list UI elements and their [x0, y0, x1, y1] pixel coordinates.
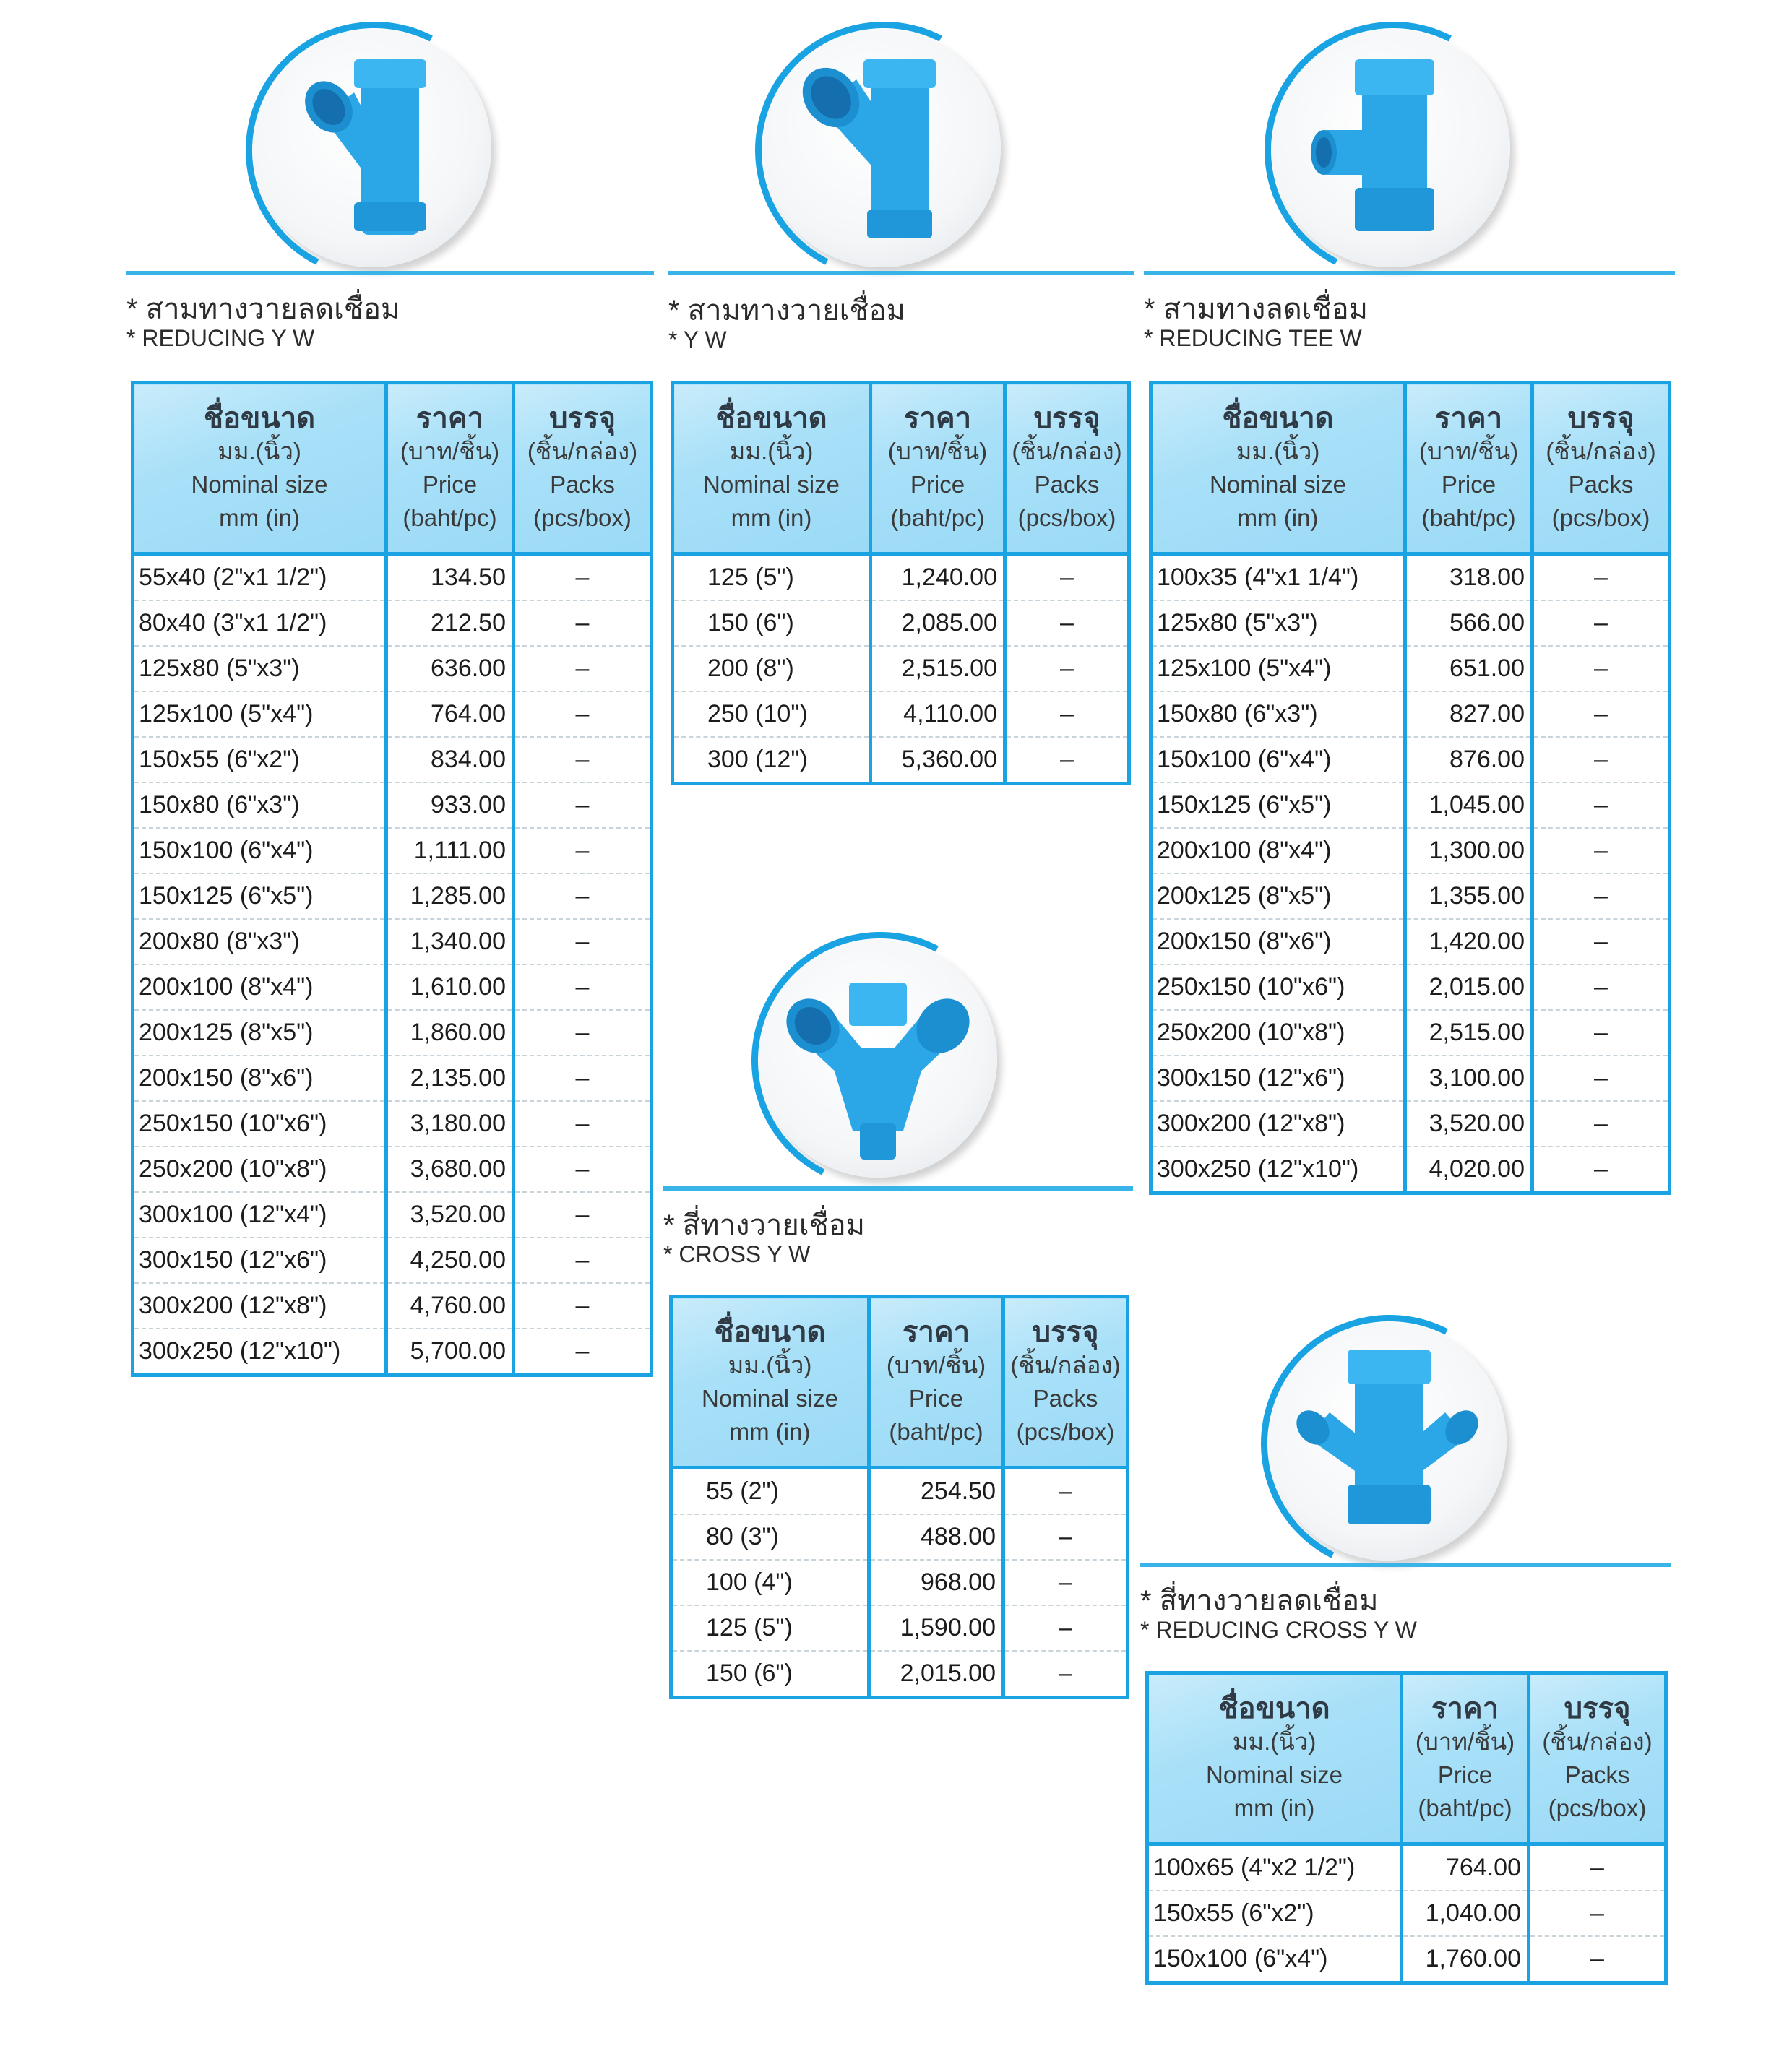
section-divider [663, 1186, 1133, 1191]
price-cell: 1,760.00 [1402, 1936, 1529, 1983]
size-cell: 125x100 (5"x4") [133, 691, 387, 737]
price-cell: 1,240.00 [871, 554, 1005, 601]
pack-cell: – [514, 646, 652, 691]
pack-cell: – [1533, 600, 1670, 646]
pack-cell: – [1004, 1651, 1128, 1698]
pack-cell: – [514, 964, 652, 1010]
table-row [671, 1468, 1128, 1515]
size-cell: 300x100 (12"x4") [133, 1192, 387, 1238]
table-row [671, 1560, 1128, 1605]
price-cell: 3,100.00 [1405, 1056, 1533, 1101]
price-cell: 4,760.00 [387, 1283, 514, 1329]
pack-cell: – [1533, 554, 1670, 601]
header-price: ราคา (บาท/ชิ้น) Price (baht/pc) [1402, 1673, 1529, 1844]
table-row [673, 554, 1129, 601]
product-title-en: * REDUCING TEE W [1144, 325, 1362, 351]
pack-cell: – [1533, 1056, 1670, 1101]
table-row [133, 873, 652, 919]
table-row [1147, 1844, 1666, 1891]
size-cell: 150x100 (6"x4") [133, 828, 387, 873]
table-row [1151, 828, 1670, 873]
size-cell: 250 (10") [673, 691, 871, 737]
price-cell: 4,110.00 [871, 691, 1005, 737]
table-row [1147, 1936, 1666, 1983]
price-cell: 834.00 [387, 737, 514, 782]
header-pack: บรรจุ (ชิ้น/กล่อง) Packs (pcs/box) [514, 383, 652, 554]
header-price: ราคา (บาท/ชิ้น) Price (baht/pc) [871, 383, 1005, 554]
table-row [1151, 1056, 1670, 1101]
reducing-tee-fitting-photo [1272, 29, 1510, 267]
size-cell: 125x80 (5"x3") [133, 646, 387, 691]
size-cell: 125 (5") [671, 1605, 869, 1651]
size-cell: 300x250 (12"x10") [1157, 1155, 1359, 1183]
size-cell: 250x200 (10"x8") [133, 1147, 387, 1192]
table-row [1151, 873, 1670, 919]
pack-cell: – [514, 1101, 652, 1147]
pack-cell: – [1005, 737, 1129, 784]
price-cell: 1,340.00 [387, 919, 514, 964]
price-cell: 2,135.00 [387, 1056, 514, 1101]
pack-cell: – [514, 919, 652, 964]
size-cell: 150x125 (6"x5") [133, 873, 387, 919]
table-row [1151, 1101, 1670, 1147]
price-cell: 212.50 [387, 600, 514, 646]
price-cell: 5,700.00 [387, 1329, 514, 1376]
table-row [133, 554, 652, 601]
header-size: ชื่อขนาด มม.(นิ้ว) Nominal size mm (in) [671, 1297, 869, 1468]
section-divider [1144, 271, 1675, 275]
size-cell: 200x150 (8"x6") [133, 1056, 387, 1101]
price-cell: 2,515.00 [871, 646, 1005, 691]
size-cell: 100x35 (4"x1 1/4") [1151, 554, 1405, 601]
price-cell: 5,360.00 [871, 737, 1005, 784]
size-cell: 200x100 (8"x4") [1151, 828, 1405, 873]
product-title-en: * REDUCING CROSS Y W [1140, 1617, 1417, 1643]
size-cell: 200x150 (8"x6") [1151, 919, 1405, 964]
price-cell: 488.00 [869, 1514, 1004, 1560]
pack-cell: – [514, 1056, 652, 1101]
table-row [671, 1514, 1128, 1560]
price-cell: 764.00 [1402, 1844, 1529, 1891]
table-row [1151, 737, 1670, 782]
price-cell: 254.50 [869, 1468, 1004, 1515]
pack-cell: – [514, 1010, 652, 1056]
pack-cell: – [1533, 919, 1670, 964]
price-cell: 651.00 [1405, 646, 1533, 691]
pack-cell: – [514, 600, 652, 646]
pack-cell: – [1533, 737, 1670, 782]
product-title-th: * สามทางวายลดเชื่อม [126, 293, 400, 325]
size-cell: 80x40 (3"x1 1/2") [133, 600, 387, 646]
price-cell: 636.00 [387, 646, 514, 691]
table-row [133, 691, 652, 737]
table-row [133, 1147, 652, 1192]
price-cell: 764.00 [387, 691, 514, 737]
header-price: ราคา (บาท/ชิ้น) Price (baht/pc) [1405, 383, 1533, 554]
size-cell: 200 (8") [673, 646, 871, 691]
product-title-en: * REDUCING Y W [126, 325, 315, 351]
table-row [1151, 1010, 1670, 1056]
size-cell: 300x200 (12"x8") [1151, 1101, 1405, 1147]
product-title-th: * สามทางลดเชื่อม [1144, 293, 1368, 325]
table-row [133, 782, 652, 828]
price-cell: 1,590.00 [869, 1605, 1004, 1651]
size-cell: 250x200 (10"x8") [1151, 1010, 1405, 1056]
section-divider [1140, 1563, 1671, 1567]
table-row [133, 1329, 652, 1376]
pack-cell: – [1005, 554, 1129, 601]
y-fitting-photo [762, 29, 1001, 267]
pack-cell: – [1005, 600, 1129, 646]
size-cell: 300x250 (12"x10") [139, 1337, 341, 1365]
table-row [673, 691, 1129, 737]
pack-cell: – [1533, 1101, 1670, 1147]
price-cell: 1,111.00 [387, 828, 514, 873]
table-row [1151, 964, 1670, 1010]
table-row [133, 919, 652, 964]
section-divider [668, 271, 1134, 275]
header-price: ราคา (บาท/ชิ้น) Price (baht/pc) [387, 383, 514, 554]
size-cell: 200x125 (8"x5") [1151, 873, 1405, 919]
price-table-y [671, 381, 1131, 785]
size-cell: 55x40 (2"x1 1/2") [133, 554, 387, 601]
table-row [1151, 600, 1670, 646]
product-title-th: * สี่ทางวายลดเชื่อม [1140, 1585, 1379, 1617]
price-cell: 4,020.00 [1405, 1147, 1533, 1193]
size-cell: 150x125 (6"x5") [1151, 782, 1405, 828]
pack-cell: – [514, 873, 652, 919]
size-cell: 250x150 (10"x6") [133, 1101, 387, 1147]
price-cell: 1,045.00 [1405, 782, 1533, 828]
pack-cell: – [1529, 1936, 1666, 1983]
size-cell: 150x55 (6"x2") [133, 737, 387, 782]
size-cell: 150x55 (6"x2") [1147, 1891, 1402, 1936]
price-cell: 3,520.00 [1405, 1101, 1533, 1147]
reducing-cross-y-fitting-photo [1268, 1322, 1507, 1561]
header-size: ชื่อขนาด มม.(นิ้ว) Nominal size mm (in) [1151, 383, 1405, 554]
price-cell: 933.00 [387, 782, 514, 828]
table-row [133, 600, 652, 646]
pack-cell: – [514, 554, 652, 601]
size-cell: 55 (2") [671, 1468, 869, 1515]
pack-cell: – [1533, 1010, 1670, 1056]
price-cell: 827.00 [1405, 691, 1533, 737]
size-cell: 300x200 (12"x8") [133, 1283, 387, 1329]
size-cell: 150x80 (6"x3") [1151, 691, 1405, 737]
pack-cell: – [514, 1147, 652, 1192]
table-row [1151, 1147, 1670, 1193]
price-cell: 3,680.00 [387, 1147, 514, 1192]
table-row [1151, 782, 1670, 828]
price-cell: 1,610.00 [387, 964, 514, 1010]
header-size: ชื่อขนาด มม.(นิ้ว) Nominal size mm (in) [1147, 1673, 1402, 1844]
price-cell: 566.00 [1405, 600, 1533, 646]
table-row [133, 1283, 652, 1329]
price-cell: 968.00 [869, 1560, 1004, 1605]
size-cell: 250x150 (10"x6") [1151, 964, 1405, 1010]
table-row [133, 1010, 652, 1056]
price-table-reducing-y [131, 381, 653, 1377]
size-cell: 200x100 (8"x4") [133, 964, 387, 1010]
table-row [1151, 554, 1670, 601]
size-cell: 150 (6") [706, 1659, 793, 1687]
pack-cell: – [1533, 1147, 1670, 1193]
price-cell: 1,420.00 [1405, 919, 1533, 964]
header-price: ราคา (บาท/ชิ้น) Price (baht/pc) [869, 1297, 1004, 1468]
price-cell: 1,860.00 [387, 1010, 514, 1056]
pack-cell: – [1533, 873, 1670, 919]
reducing-y-fitting-photo [253, 29, 491, 267]
price-table-cross-y [669, 1295, 1129, 1699]
table-row [1151, 646, 1670, 691]
cross-y-fitting-photo [759, 939, 997, 1178]
table-row [671, 1605, 1128, 1651]
price-cell: 2,515.00 [1405, 1010, 1533, 1056]
pack-cell: – [514, 1283, 652, 1329]
price-cell: 318.00 [1405, 554, 1533, 601]
price-cell: 2,015.00 [1405, 964, 1533, 1010]
table-row [673, 737, 1129, 784]
product-title-en: * CROSS Y W [663, 1241, 811, 1267]
pack-cell: – [514, 782, 652, 828]
table-row [1147, 1891, 1666, 1936]
size-cell: 125 (5") [673, 554, 871, 601]
pack-cell: – [1004, 1605, 1128, 1651]
pack-cell: – [514, 737, 652, 782]
table-row [133, 1056, 652, 1101]
pack-cell: – [1533, 828, 1670, 873]
table-row [133, 1192, 652, 1238]
table-row [1151, 919, 1670, 964]
price-cell: 2,085.00 [871, 600, 1005, 646]
size-cell: 125x100 (5"x4") [1151, 646, 1405, 691]
pack-cell: – [1533, 964, 1670, 1010]
pack-cell: – [514, 691, 652, 737]
size-cell: 150x100 (6"x4") [1151, 737, 1405, 782]
header-size: ชื่อขนาด มม.(นิ้ว) Nominal size mm (in) [673, 383, 871, 554]
pack-cell: – [514, 828, 652, 873]
table-row [673, 646, 1129, 691]
price-cell: 1,040.00 [1402, 1891, 1529, 1936]
table-row [133, 964, 652, 1010]
table-row [133, 1101, 652, 1147]
size-cell: 100x65 (4"x2 1/2") [1147, 1844, 1402, 1891]
pack-cell: – [1529, 1844, 1666, 1891]
table-row [133, 828, 652, 873]
size-cell: 300x150 (12"x6") [1151, 1056, 1405, 1101]
price-cell: 1,300.00 [1405, 828, 1533, 873]
product-title-th: * สี่ทางวายเชื่อม [663, 1209, 866, 1241]
pack-cell: – [1004, 1560, 1128, 1605]
size-cell: 300x150 (12"x6") [133, 1238, 387, 1283]
size-cell: 150 (6") [673, 600, 871, 646]
pack-cell: – [514, 1329, 652, 1376]
header-size: ชื่อขนาด มม.(นิ้ว) Nominal size mm (in) [133, 383, 387, 554]
pack-cell: – [1533, 691, 1670, 737]
price-cell: 876.00 [1405, 737, 1533, 782]
header-pack: บรรจุ (ชิ้น/กล่อง) Packs (pcs/box) [1004, 1297, 1128, 1468]
pack-cell: – [514, 1192, 652, 1238]
section-divider [126, 271, 654, 275]
size-cell: 150x100 (6"x4") [1153, 1945, 1328, 1972]
pack-cell: – [1533, 782, 1670, 828]
pack-cell: – [1533, 646, 1670, 691]
price-cell: 3,180.00 [387, 1101, 514, 1147]
size-cell: 200x80 (8"x3") [133, 919, 387, 964]
pack-cell: – [1529, 1891, 1666, 1936]
pack-cell: – [1005, 646, 1129, 691]
price-table-reducing-cross-y [1145, 1671, 1668, 1985]
size-cell: 200x125 (8"x5") [133, 1010, 387, 1056]
size-cell: 150x80 (6"x3") [133, 782, 387, 828]
header-pack: บรรจุ (ชิ้น/กล่อง) Packs (pcs/box) [1529, 1673, 1666, 1844]
size-cell: 300 (12") [707, 746, 808, 773]
pack-cell: – [1004, 1514, 1128, 1560]
price-cell: 4,250.00 [387, 1238, 514, 1283]
table-row [133, 737, 652, 782]
price-cell: 1,285.00 [387, 873, 514, 919]
price-cell: 3,520.00 [387, 1192, 514, 1238]
header-pack: บรรจุ (ชิ้น/กล่อง) Packs (pcs/box) [1005, 383, 1129, 554]
table-row [671, 1651, 1128, 1698]
product-title-th: * สามทางวายเชื่อม [668, 295, 905, 327]
size-cell: 100 (4") [671, 1560, 869, 1605]
table-row [1151, 691, 1670, 737]
pack-cell: – [514, 1238, 652, 1283]
table-row [133, 646, 652, 691]
price-cell: 1,355.00 [1405, 873, 1533, 919]
table-row [673, 600, 1129, 646]
header-pack: บรรจุ (ชิ้น/กล่อง) Packs (pcs/box) [1533, 383, 1670, 554]
pack-cell: – [1005, 691, 1129, 737]
product-title-en: * Y W [668, 327, 727, 353]
table-row [133, 1238, 652, 1283]
price-cell: 134.50 [387, 554, 514, 601]
price-cell: 2,015.00 [869, 1651, 1004, 1698]
pack-cell: – [1004, 1468, 1128, 1515]
price-table-reducing-tee [1149, 381, 1671, 1195]
size-cell: 80 (3") [671, 1514, 869, 1560]
size-cell: 125x80 (5"x3") [1151, 600, 1405, 646]
